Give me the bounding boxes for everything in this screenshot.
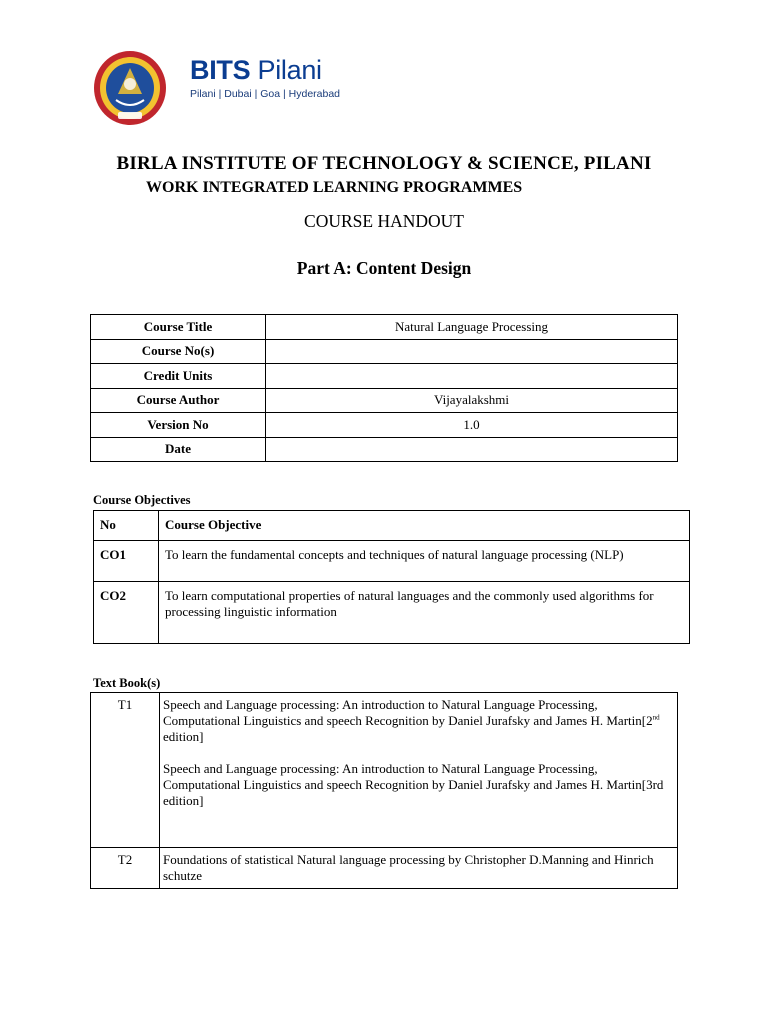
info-value (266, 437, 678, 462)
textbook-entry: Speech and Language processing: An introduction to Natural Language Processing, Computational Linguistics and speech Recognition by Daniel Jurafsky and James H. Martin[2nd edition] (163, 697, 660, 744)
info-value: Natural Language Processing (266, 315, 678, 340)
brand-campuses: Pilani | Dubai | Goa | Hyderabad (190, 88, 341, 100)
info-value: Vijayalakshmi (266, 388, 678, 413)
info-label: Course Author (91, 388, 266, 413)
header-no: No (94, 511, 159, 541)
textbook-entries (160, 693, 678, 848)
objective-no: CO1 (94, 541, 159, 582)
textbook-id: T2 (91, 848, 160, 889)
institute-title: BIRLA INSTITUTE OF TECHNOLOGY & SCIENCE, PILANI (116, 153, 652, 174)
info-value (266, 339, 678, 364)
table-row (91, 315, 678, 340)
course-objectives-heading: Course Objectives (93, 493, 191, 507)
text-books-table (90, 692, 678, 889)
brand-name: BITS Pilani (190, 55, 322, 85)
course-info-table (90, 314, 678, 462)
table-row (91, 388, 678, 413)
header-objective: Course Objective (159, 511, 690, 541)
textbook-entry: Foundations of statistical Natural language processing by Christopher D.Manning and Hinrich schutze (160, 848, 678, 889)
course-objectives-table (93, 510, 690, 644)
info-label: Version No (91, 413, 266, 438)
info-label: Course No(s) (91, 339, 266, 364)
table-header-row (94, 511, 690, 541)
table-row (91, 364, 678, 389)
info-label: Course Title (91, 315, 266, 340)
textbook-id: T1 (91, 693, 160, 848)
info-value (266, 364, 678, 389)
part-title: Part A: Content Design (296, 258, 472, 278)
objective-text: To learn computational properties of natural languages and the commonly used algorithms for processing linguistic information (159, 582, 690, 644)
objective-text: To learn the fundamental concepts and techniques of natural language processing (NLP) (159, 541, 690, 582)
table-row (91, 413, 678, 438)
text-books-heading: Text Book(s) (93, 676, 161, 690)
bits-emblem-icon (92, 48, 176, 128)
objective-no: CO2 (94, 582, 159, 644)
table-row (94, 582, 690, 644)
textbook-entry: Speech and Language processing: An introduction to Natural Language Processing, Computational Linguistics and speech Recognition by Daniel Jurafsky and James H. Martin[3rd edition] (163, 761, 664, 808)
table-row (91, 339, 678, 364)
table-row (91, 848, 678, 889)
programme-title: WORK INTEGRATED LEARNING PROGRAMMES (146, 179, 523, 196)
info-label: Credit Units (91, 364, 266, 389)
table-row (91, 437, 678, 462)
info-label: Date (91, 437, 266, 462)
table-row (91, 693, 678, 848)
info-value: 1.0 (266, 413, 678, 438)
doc-type-title: COURSE HANDOUT (304, 211, 464, 231)
bits-pilani-logo (92, 48, 362, 128)
table-row (94, 541, 690, 582)
